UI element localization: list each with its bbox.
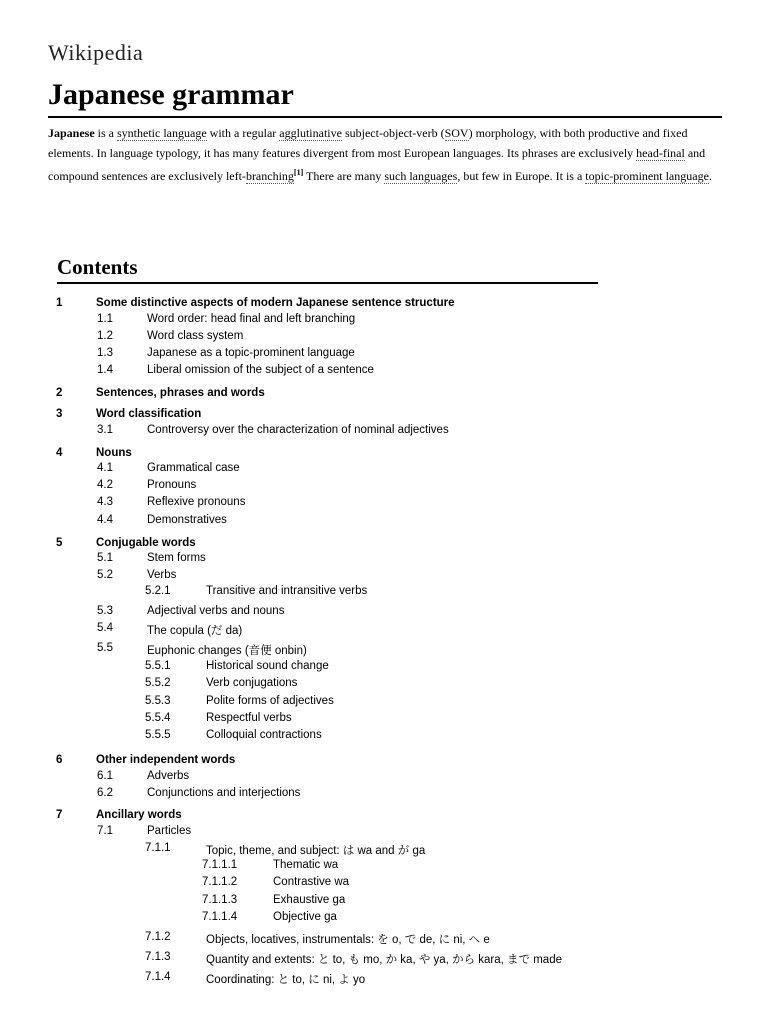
link-such-languages[interactable]: such languages [384,169,458,183]
toc-label[interactable]: Historical sound change [206,660,329,672]
toc-item-3-1[interactable] [0,424,768,440]
toc-item-5-1[interactable] [0,552,768,568]
link-sov[interactable]: SOV [444,126,469,140]
toc-item-5[interactable] [0,537,768,553]
toc-label[interactable]: Objects, locatives, instrumentals: を o, で de, に ni, へ e [206,934,490,946]
toc-label[interactable]: Pronouns [147,479,197,491]
toc-item-4[interactable] [0,447,768,463]
toc-item-1-1[interactable] [0,313,768,329]
toc-number: 7.1.1.2 [202,876,238,888]
toc-number: 5.3 [97,605,113,617]
toc-label[interactable]: Contrastive wa [273,876,350,888]
toc-item-1[interactable] [0,297,768,313]
toc-label[interactable]: Respectful verbs [206,712,292,724]
lead-text: subject-object-verb ( [341,126,445,140]
toc-number: 3.1 [97,424,113,436]
toc-item-7-1-3[interactable] [0,951,768,967]
toc-number: 1.4 [97,364,113,376]
toc-label[interactable]: Word order: head final and left branching [147,313,356,325]
toc-number: 6.2 [97,787,113,799]
toc-number: 5.5 [97,642,113,654]
lead-text: and compound sentences are exclusively left- [48,145,706,183]
toc-item-4-1[interactable] [0,462,768,478]
toc-item-7-1-1-2[interactable] [0,876,768,892]
toc-item-3[interactable] [0,408,768,424]
toc-label[interactable]: Particles [147,825,192,837]
toc-item-5-2-1[interactable] [0,585,768,601]
toc-label[interactable]: Conjugable words [96,537,196,549]
toc-number: 4.4 [97,514,113,526]
toc-label[interactable]: Verb conjugations [206,677,298,689]
toc-number: 7.1.4 [145,971,171,983]
toc-label[interactable]: Transitive and intransitive verbs [206,585,368,597]
toc-number: 6 [56,754,63,766]
toc-label[interactable]: Objective ga [273,911,337,923]
toc-label[interactable]: Thematic wa [273,859,339,871]
toc-number: 1.1 [97,313,113,325]
toc-item-4-3[interactable] [0,496,768,512]
toc-number: 4.2 [97,479,113,491]
toc-label[interactable]: Word classification [96,408,202,420]
toc-number: 5.5.2 [145,677,171,689]
toc-item-6-2[interactable] [0,787,768,803]
toc-number: 4.3 [97,496,113,508]
toc-item-5-5-2[interactable] [0,677,768,693]
toc-label[interactable]: Quantity and extents: と to, も mo, か ka, や ya, から kara, まで made [206,954,562,966]
toc-label[interactable]: Controversy over the characterization of nominal adjectives [147,424,449,436]
toc-label[interactable]: Topic, theme, and subject: は wa and が ga [206,845,426,857]
toc-item-7-1-1[interactable] [0,842,768,858]
toc-label[interactable]: Conjunctions and interjections [147,787,301,799]
toc-number: 5.5.3 [145,695,171,707]
toc-number: 5.5.1 [145,660,171,672]
toc-item-7-1-1-4[interactable] [0,911,768,927]
toc-label[interactable]: Japanese as a topic-prominent language [147,347,355,359]
toc-label[interactable]: Other independent words [96,754,236,766]
lead-text: . [708,169,712,183]
link-agglutinative[interactable]: agglutinative [279,126,342,140]
toc-number: 1.2 [97,330,113,342]
toc-number: 5.2 [97,569,113,581]
toc-item-7-1[interactable] [0,825,768,841]
toc-label[interactable]: The copula (だ da) [147,625,243,637]
toc-item-1-2[interactable] [0,330,768,346]
toc-label[interactable]: Stem forms [147,552,206,564]
lead-subject: Japanese [48,126,95,140]
toc-item-5-2[interactable] [0,569,768,585]
toc-item-5-5-5[interactable] [0,729,768,745]
lead-text: There are many [303,169,385,183]
toc-item-2[interactable] [0,387,768,403]
toc-item-5-5-3[interactable] [0,695,768,711]
toc-number: 5.4 [97,622,113,634]
page-title: Japanese grammar [48,78,722,118]
toc-item-1-3[interactable] [0,347,768,363]
toc-number: 7.1.1.1 [202,859,238,871]
toc-label[interactable]: Ancillary words [96,809,182,821]
toc-label[interactable]: Demonstratives [147,514,227,526]
toc-item-7-1-4[interactable] [0,971,768,987]
lead-text: is a [94,126,118,140]
toc-number: 7.1.1 [145,842,171,854]
toc-item-5-5-4[interactable] [0,712,768,728]
link-synthetic-language[interactable]: synthetic language [117,126,207,140]
toc-label[interactable]: Grammatical case [147,462,240,474]
toc-item-7-1-1-3[interactable] [0,894,768,910]
toc-item-6-1[interactable] [0,770,768,786]
lead-text: , but few in Europe. It is a [457,169,586,183]
link-head-final[interactable]: head-final [636,145,685,160]
toc-number: 4 [56,447,63,459]
toc-number: 5.1 [97,552,113,564]
toc-item-6[interactable] [0,754,768,770]
toc-label[interactable]: Nouns [96,447,132,459]
toc-number: 7.1 [97,825,113,837]
toc-number: 5.5.4 [145,712,171,724]
toc-number: 5 [56,537,63,549]
toc-label[interactable]: Polite forms of adjectives [206,695,334,707]
toc-number: 5.5.5 [145,729,171,741]
contents-heading: Contents [57,255,598,284]
toc-number: 7 [56,809,63,821]
toc-number: 7.1.1.4 [202,911,238,923]
toc-item-5-5[interactable] [0,642,768,658]
toc-label[interactable]: Colloquial contractions [206,729,322,741]
reference-1[interactable]: [1] [293,168,304,177]
lead-text: ) morphology, with both productive and fixed elements. In language typology, it has many features divergent from most European languages. Its phrases are exclusively [48,126,688,160]
toc-item-4-2[interactable] [0,479,768,495]
toc-item-5-3[interactable] [0,605,768,621]
toc-label[interactable]: Word class system [147,330,244,342]
toc-number: 7.1.2 [145,931,171,943]
toc-label[interactable]: Exhaustive ga [273,894,346,906]
toc-number: 6.1 [97,770,113,782]
toc-number: 2 [56,387,63,399]
link-topic-prominent-language[interactable]: topic-prominent language [585,169,709,183]
toc-item-1-4[interactable] [0,364,768,380]
lead-text: with a regular [206,126,280,140]
toc-number: 1 [56,297,63,309]
toc-label[interactable]: Coordinating: と to, に ni, よ yo [206,974,366,986]
toc-number: 7.1.1.3 [202,894,238,906]
toc-item-5-4[interactable] [0,622,768,638]
toc-number: 5.2.1 [145,585,171,597]
toc-label[interactable]: Liberal omission of the subject of a sentence [147,364,374,376]
toc-item-7[interactable] [0,809,768,825]
toc-number: 7.1.3 [145,951,171,963]
toc-item-4-4[interactable] [0,514,768,530]
toc-label[interactable]: Sentences, phrases and words [96,387,265,399]
toc-item-5-5-1[interactable] [0,660,768,676]
toc-label[interactable]: Verbs [147,569,177,581]
toc-number: 4.1 [97,462,113,474]
wikipedia-logo[interactable]: Wikipedia [48,40,144,65]
toc-label[interactable]: Euphonic changes (音便 onbin) [147,645,307,657]
link-branching[interactable]: branching [245,169,294,183]
toc-item-7-1-1-1[interactable] [0,859,768,875]
toc-number: 1.3 [97,347,113,359]
toc-number: 3 [56,408,63,420]
toc-item-7-1-2[interactable] [0,931,768,947]
toc-label[interactable]: Some distinctive aspects of modern Japanese sentence structure [96,297,455,309]
toc-label[interactable]: Adverbs [147,770,190,782]
toc-label[interactable]: Reflexive pronouns [147,496,246,508]
toc-label[interactable]: Adjectival verbs and nouns [147,605,285,617]
